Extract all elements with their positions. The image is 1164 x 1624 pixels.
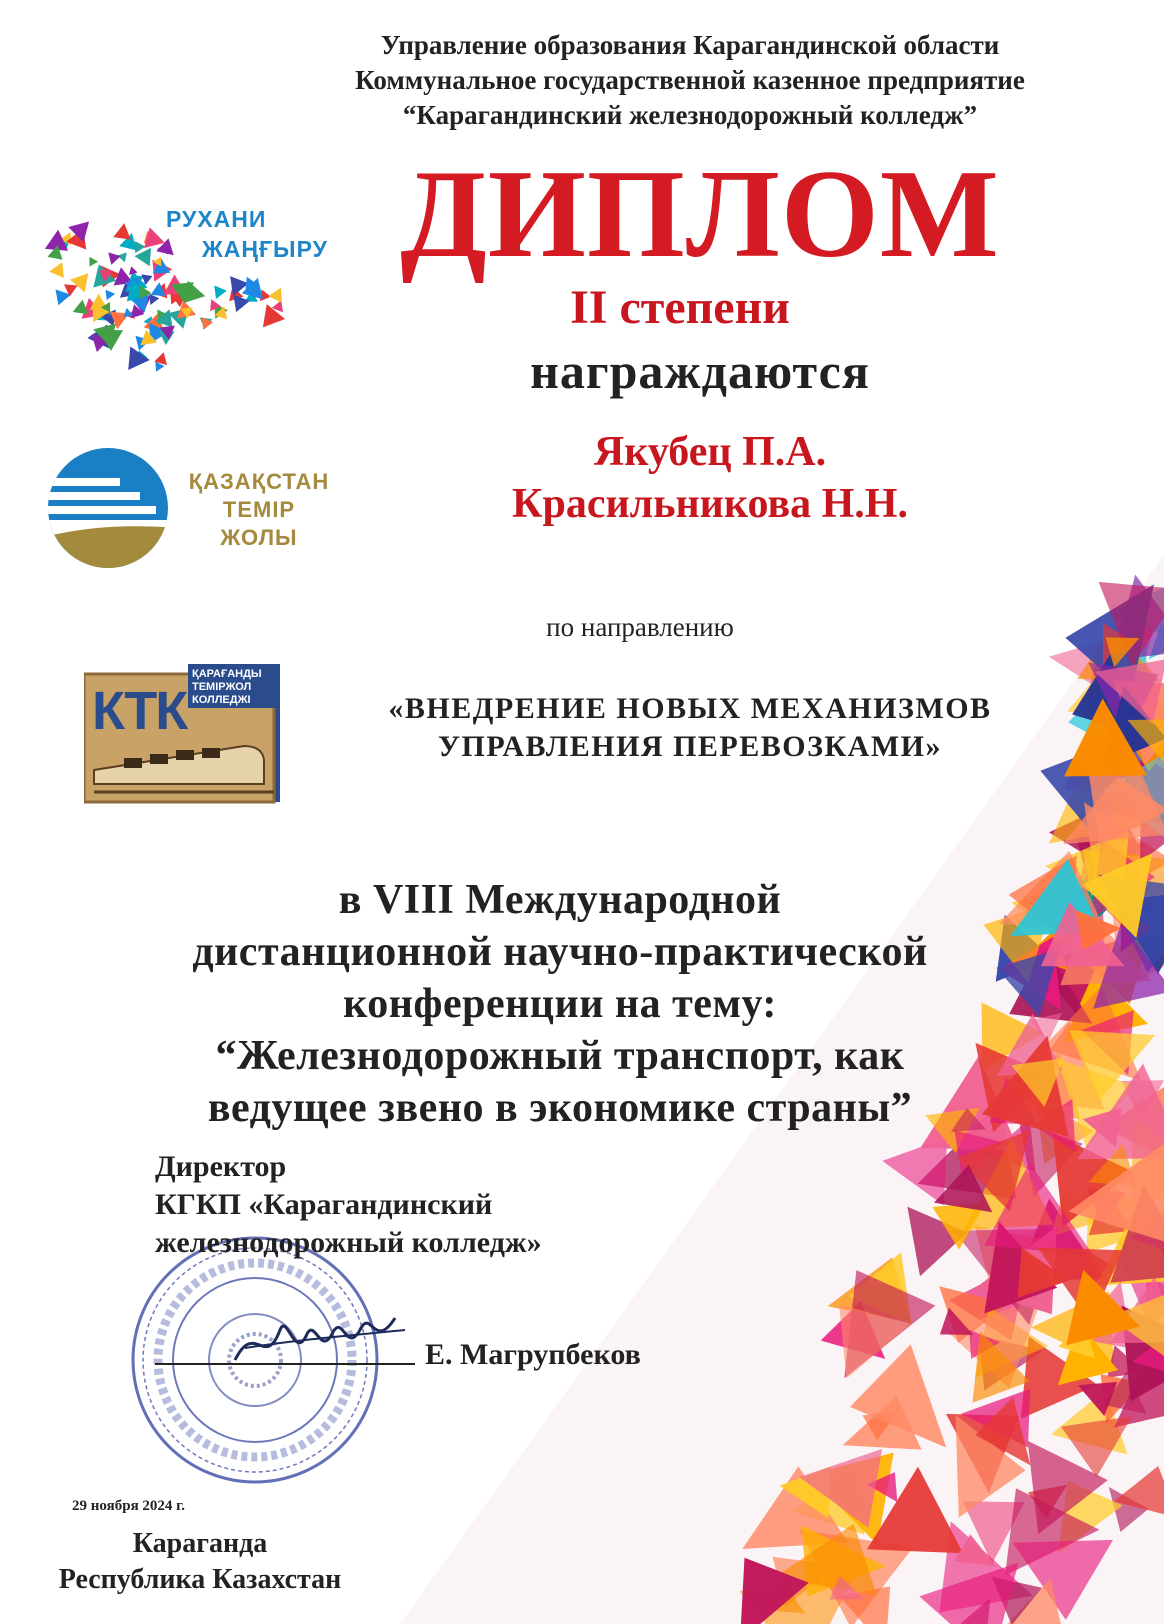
diploma-degree: II степени [570,281,790,334]
bird-mosaic-piece [233,295,249,312]
bird-mosaic-piece [214,286,227,299]
country: Республика Казахстан [58,1564,342,1595]
bird-mosaic-piece [149,294,159,305]
recipient-2: Красильникова Н.Н. [512,481,908,527]
direction-label: по направлению [546,612,734,642]
conference-line-4: “Железнодорожный транспорт, как [215,1033,905,1079]
signature-line [155,1363,415,1365]
signature-title-line-1: Директор [155,1150,287,1183]
rukhani-text: РУХАНИ [166,206,267,232]
ktk-college-name [192,668,262,707]
zhangyru-text: ЖАҢҒЫРУ [202,236,328,262]
issue-date: 29 ноября 2024 г. [72,1498,186,1514]
ktz-emblem-icon [48,440,178,580]
ktz-line2: ТЕМІР [222,497,296,522]
ktz-line3: ЖОЛЫ [220,525,298,550]
topic-line-2: УПРАВЛЕНИЯ ПЕРЕВОЗКАМИ» [438,730,942,763]
ktz-line1: ҚАЗАҚСТАН [188,469,330,494]
recipient-1: Якубец П.А. [593,429,827,475]
header-department: Управление образования Карагандинской области [380,30,1000,60]
header-enterprise: Коммунальное государственной казенное предприятие [355,65,1025,95]
bird-mosaic-piece [49,262,64,278]
kazakhstan-temir-zholy-logo [48,440,338,580]
bird-mosaic-piece [144,227,165,248]
ktk-line3: КОЛЛЕДЖІ [192,694,251,706]
bird-mosaic-piece [106,290,116,300]
bird-mosaic-piece [108,252,120,265]
conference-line-1: в VIII Международной [338,877,782,923]
handwritten-signature [225,1300,415,1380]
signature-title-line-3: железнодорожный колледж» [155,1226,542,1259]
ktk-letters: КТК [92,681,187,741]
bird-mosaic-piece [113,223,131,240]
director-name: Е. Магрупбеков [425,1338,641,1371]
ktk-college-logo [84,660,284,806]
bird-mosaic-piece [129,266,138,275]
topic-line-1: «ВНЕДРЕНИЕ НОВЫХ МЕХАНИЗМОВ [388,692,992,725]
diploma-title: ДИПЛОМ [400,145,1000,284]
signature-position [155,1148,542,1262]
ktk-line1: ҚАРАҒАНДЫ [192,668,262,680]
header-college: “Карагандинский железнодорожный колледж” [402,100,978,130]
city: Караганда [132,1528,268,1559]
ktk-line2: ТЕМІРЖОЛ [192,681,252,693]
rukhani-zhangyru-logo [38,200,348,380]
bird-mosaic-piece [89,257,98,267]
conference-line-2: дистанционной научно-практической [192,929,928,975]
awarded-heading: награждаются [530,343,870,399]
bird-mosaic-piece [135,241,146,253]
signature-title-line-2: КГКП «Карагандинский [155,1188,493,1221]
conference-line-3: конференции на тему: [343,981,777,1027]
conference-line-5: ведущее звено в экономике страны” [207,1085,913,1131]
ktz-text [174,468,344,552]
bird-mosaic-piece [268,288,282,303]
